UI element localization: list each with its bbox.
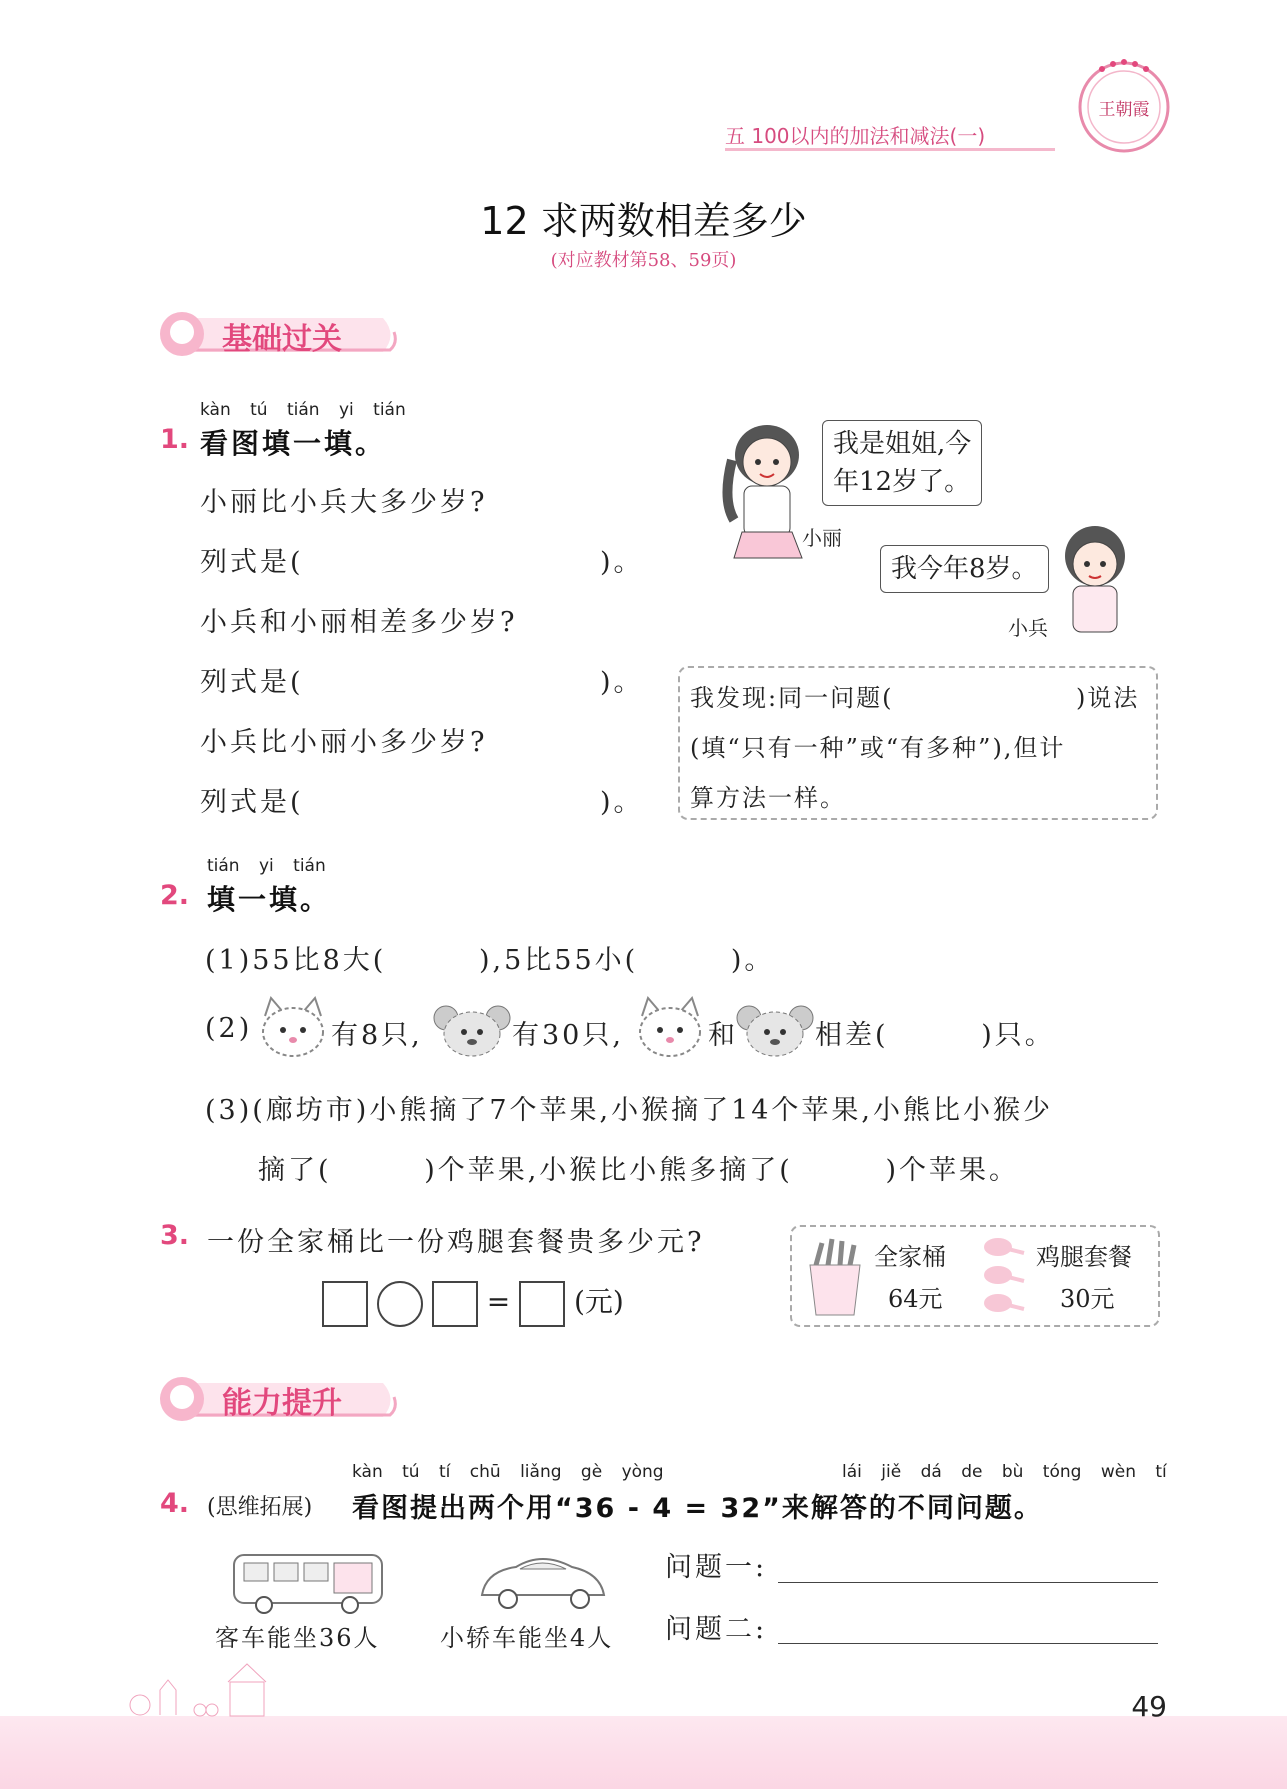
q1-question-a: 小丽比小兵大多少岁? xyxy=(200,487,488,518)
answer-box[interactable] xyxy=(322,1281,368,1327)
q2-part3-line2: 摘了( )个苹果,小猴比小熊多摘了( )个苹果。 xyxy=(258,1155,1020,1186)
car-caption: 小轿车能坐4人 xyxy=(440,1624,614,1652)
q1-formula-a-close: )。 xyxy=(600,547,644,578)
q1-pinyin: kàn tú tián yi tián xyxy=(200,400,406,420)
q1-formula-b-close: )。 xyxy=(600,667,644,698)
question-one-answer-line[interactable] xyxy=(778,1581,1158,1583)
q4-tag: (思维拓展) xyxy=(207,1495,313,1520)
discovery-line-3: 算方法一样。 xyxy=(690,784,846,812)
girl-speech-bubble xyxy=(822,420,982,506)
q2-part1: (1)55比8大( ),5比55小( )。 xyxy=(205,945,775,976)
q2-part2-mouse-count: 有30只, xyxy=(512,1020,624,1051)
cat-icon xyxy=(255,996,331,1060)
chapter-underline xyxy=(725,148,1055,151)
girl-speech-line-1: 我是姐姐,今 xyxy=(833,429,972,459)
boy-illustration xyxy=(1055,520,1135,635)
q2-pinyin: tián yi tián xyxy=(207,856,326,876)
question-one-label: 问题一: xyxy=(665,1552,768,1583)
bucket-name: 全家桶 xyxy=(874,1243,946,1271)
drumstick-icon xyxy=(980,1233,1028,1319)
girl-label: 小丽 xyxy=(802,526,842,550)
q1-number: 1. xyxy=(160,424,190,455)
q3-equation xyxy=(322,1280,624,1327)
q1-question-b: 小兵和小丽相差多少岁? xyxy=(200,607,518,638)
cat-icon xyxy=(632,996,708,1060)
bus-icon xyxy=(228,1545,388,1615)
castle-decoration xyxy=(120,1660,320,1720)
q4-number: 4. xyxy=(160,1488,190,1519)
footer-band xyxy=(0,1716,1287,1789)
q1-formula-b-open: 列式是( xyxy=(200,667,304,698)
q4-prompt: 看图提出两个用“36 - 4 = 32”来解答的不同问题。 xyxy=(352,1493,1043,1524)
q1-question-c: 小兵比小丽小多少岁? xyxy=(200,727,488,758)
brand-logo xyxy=(1072,55,1176,159)
lesson-subtitle: (对应教材第58、59页) xyxy=(550,250,737,271)
girl-speech-line-2: 年12岁了。 xyxy=(833,467,971,497)
discovery-line-1-close: )说法 xyxy=(1076,684,1140,712)
q4-pinyin-1: kàn tú tí chū liǎng gè yòng xyxy=(352,1462,664,1482)
bus-caption: 客车能坐36人 xyxy=(215,1624,380,1652)
lesson-title: 12 求两数相差多少 xyxy=(480,199,807,243)
q4-pinyin-2: lái jiě dá de bù tóng wèn tí xyxy=(842,1462,1167,1482)
q2-prompt: 填一填。 xyxy=(207,883,332,916)
q2-part2-prefix: (2) xyxy=(205,1013,253,1044)
question-two-answer-line[interactable] xyxy=(778,1642,1158,1644)
answer-box[interactable] xyxy=(519,1281,565,1327)
bucket-price: 64元 xyxy=(888,1285,943,1313)
q3-prompt: 一份全家桶比一份鸡腿套餐贵多少元? xyxy=(207,1227,705,1258)
mouse-icon xyxy=(735,1000,815,1058)
car-icon xyxy=(472,1545,612,1615)
q2-part2-cat-count: 有8只, xyxy=(331,1020,423,1051)
q2-part2-difference: 相差( )只。 xyxy=(815,1020,1055,1051)
mouse-icon xyxy=(432,1000,512,1058)
equals-sign: = xyxy=(486,1285,511,1318)
q2-part3-line1: (3)(廊坊市)小熊摘了7个苹果,小猴摘了14个苹果,小熊比小猴少 xyxy=(205,1095,1054,1126)
unit-yuan: (元) xyxy=(574,1285,624,1318)
q1-formula-c-close: )。 xyxy=(600,787,644,818)
section-title-advanced: 能力提升 xyxy=(222,1386,342,1421)
q2-part2-and: 和 xyxy=(708,1020,738,1051)
question-two-label: 问题二: xyxy=(665,1614,768,1645)
discovery-line-2: (填“只有一种”或“有多种”),但计 xyxy=(690,734,1066,762)
q3-number: 3. xyxy=(160,1220,190,1251)
q1-formula-c-open: 列式是( xyxy=(200,787,304,818)
q1-prompt: 看图填一填。 xyxy=(200,427,387,460)
boy-speech-bubble: 我今年8岁。 xyxy=(880,545,1049,593)
q1-formula-a-open: 列式是( xyxy=(200,547,304,578)
drumstick-name: 鸡腿套餐 xyxy=(1036,1243,1132,1271)
page-number: 49 xyxy=(1131,1690,1167,1723)
discovery-line-1-open: 我发现:同一问题( xyxy=(690,684,894,712)
price-box xyxy=(790,1225,1160,1327)
answer-box[interactable] xyxy=(432,1281,478,1327)
chapter-title: 五 100以内的加法和减法(一) xyxy=(725,124,986,148)
logo-text: 王朝霞 xyxy=(1098,100,1150,120)
q2-number: 2. xyxy=(160,880,190,911)
discovery-box xyxy=(678,666,1158,820)
boy-label: 小兵 xyxy=(1008,616,1048,640)
drumstick-price: 30元 xyxy=(1060,1285,1115,1313)
operator-circle[interactable] xyxy=(377,1281,423,1327)
bucket-icon xyxy=(802,1235,868,1319)
section-title-basic: 基础过关 xyxy=(222,322,342,357)
